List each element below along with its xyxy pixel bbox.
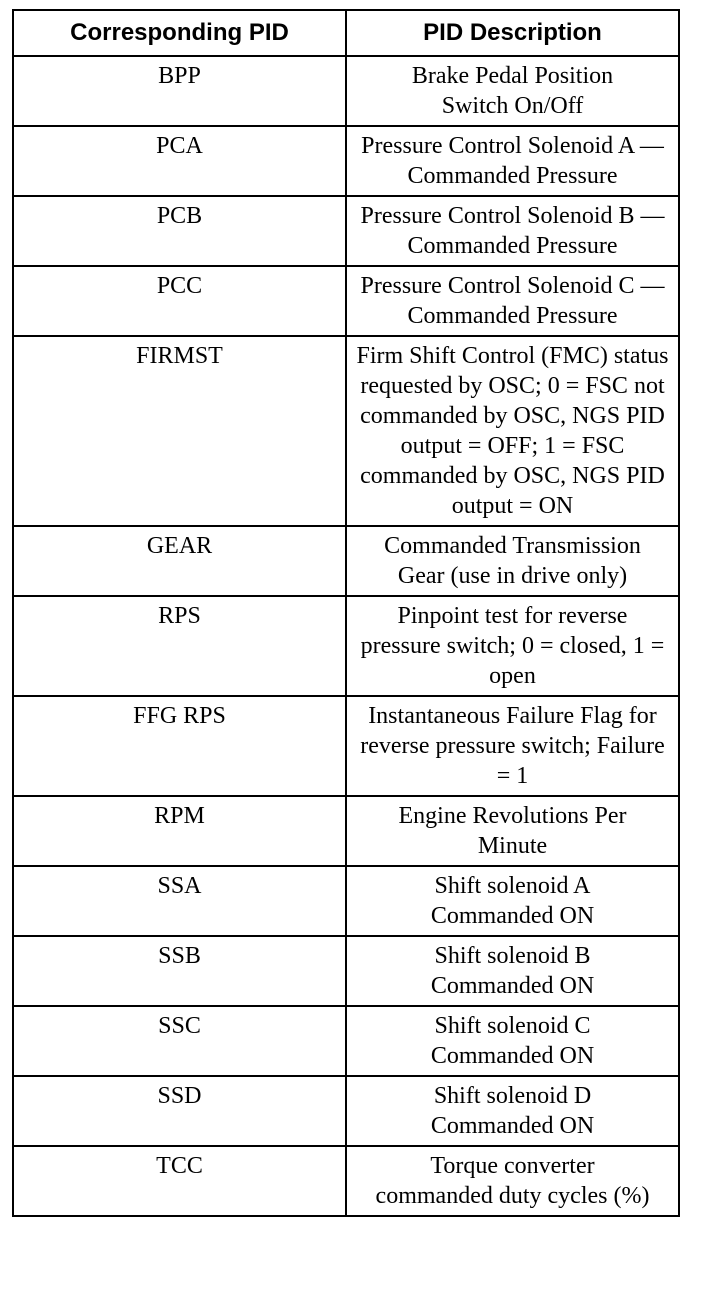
pid-cell: SSB xyxy=(13,936,346,1006)
table-row xyxy=(13,336,679,526)
table-row xyxy=(13,266,679,336)
table-row xyxy=(13,596,679,696)
description-cell: Shift solenoid B Commanded ON xyxy=(346,936,679,1006)
table-row xyxy=(13,936,679,1006)
description-cell: Shift solenoid C Commanded ON xyxy=(346,1006,679,1076)
table-row xyxy=(13,1076,679,1146)
description-cell: Instantaneous Failure Flag for reverse pressure switch; Failure = 1 xyxy=(346,696,679,796)
description-cell: Firm Shift Control (FMC) status requested by OSC; 0 = FSC not commanded by OSC, NGS PID output = OFF; 1 = FSC commanded by OSC, NGS PID output = ON xyxy=(346,336,679,526)
table-row xyxy=(13,56,679,126)
table-row xyxy=(13,126,679,196)
pid-cell: SSA xyxy=(13,866,346,936)
description-cell: Engine Revolutions Per Minute xyxy=(346,796,679,866)
description-cell: Pressure Control Solenoid B — Commanded Pressure xyxy=(346,196,679,266)
description-cell: Shift solenoid A Commanded ON xyxy=(346,866,679,936)
header-pid-description: PID Description xyxy=(346,10,679,56)
description-cell: Shift solenoid D Commanded ON xyxy=(346,1076,679,1146)
header-corresponding-pid: Corresponding PID xyxy=(13,10,346,56)
table-row xyxy=(13,1006,679,1076)
description-cell: Pinpoint test for reverse pressure switch; 0 = closed, 1 = open xyxy=(346,596,679,696)
header-row xyxy=(13,10,679,56)
pid-cell: RPM xyxy=(13,796,346,866)
pid-cell: PCA xyxy=(13,126,346,196)
table-row xyxy=(13,526,679,596)
pid-cell: FIRMST xyxy=(13,336,346,526)
pid-cell: BPP xyxy=(13,56,346,126)
pid-cell: PCC xyxy=(13,266,346,336)
table-row xyxy=(13,866,679,936)
pid-cell: SSC xyxy=(13,1006,346,1076)
pid-cell: GEAR xyxy=(13,526,346,596)
pid-cell: TCC xyxy=(13,1146,346,1216)
table-row xyxy=(13,696,679,796)
pid-cell: FFG RPS xyxy=(13,696,346,796)
description-cell: Pressure Control Solenoid C — Commanded Pressure xyxy=(346,266,679,336)
description-cell: Brake Pedal Position Switch On/Off xyxy=(346,56,679,126)
pid-cell: RPS xyxy=(13,596,346,696)
description-cell: Torque converter commanded duty cycles (%) xyxy=(346,1146,679,1216)
table-row xyxy=(13,196,679,266)
description-cell: Commanded Transmission Gear (use in drive only) xyxy=(346,526,679,596)
table-row xyxy=(13,796,679,866)
table-row xyxy=(13,1146,679,1216)
pid-cell: PCB xyxy=(13,196,346,266)
description-cell: Pressure Control Solenoid A — Commanded Pressure xyxy=(346,126,679,196)
pid-table xyxy=(12,9,680,1217)
pid-cell: SSD xyxy=(13,1076,346,1146)
